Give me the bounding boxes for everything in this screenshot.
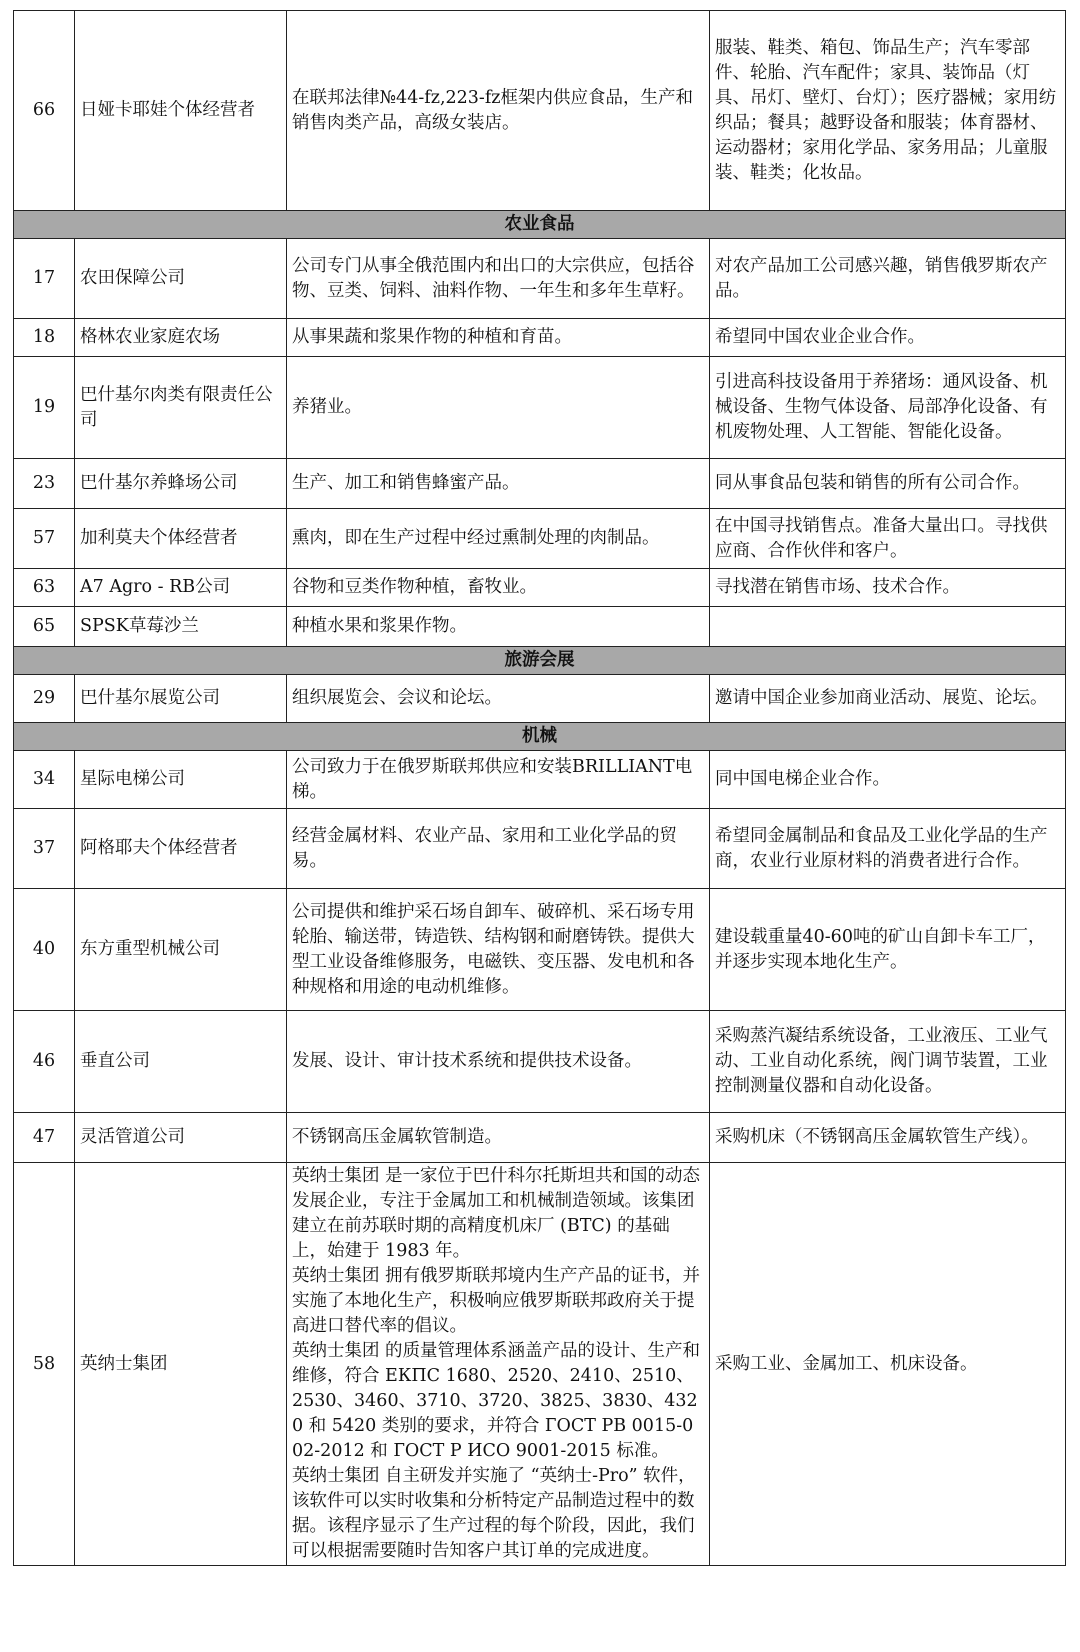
row-number: 57: [14, 509, 75, 569]
cooperation-demand: 对农产品加工公司感兴趣，销售俄罗斯农产品。: [710, 239, 1066, 319]
description-paragraph: 英纳士集团 的质量管理体系涵盖产品的设计、生产和维修，符合 ЕКПС 1680、2520、2410、2510、2530、3460、3710、3720、3825、3830、4320 和 5420 类别的要求，并符合 ГОСТ РВ 0015-002-2012 和 ГОСТ Р ИСО 9001-2015 标准。: [292, 1341, 701, 1461]
row-number: 23: [14, 459, 75, 509]
cooperation-demand: 采购蒸汽凝结系统设备，工业液压、工业气动、工业自动化系统，阀门调节装置，工业控制测量仪器和自动化设备。: [710, 1011, 1066, 1113]
company-description: 公司专门从事全俄范围内和出口的大宗供应，包括谷物、豆类、饲料、油料作物、一年生和多年生草籽。: [287, 239, 710, 319]
company-description: 生产、加工和销售蜂蜜产品。: [287, 459, 710, 509]
company-name: 英纳士集团: [75, 1163, 287, 1566]
company-description: 经营金属材料、农业产品、家用和工业化学品的贸易。: [287, 809, 710, 889]
section-header-row: [14, 723, 1066, 751]
company-name: 巴什基尔肉类有限责任公司: [75, 357, 287, 459]
table-row: [14, 459, 1066, 509]
table-row: [14, 569, 1066, 607]
cooperation-demand: 在中国寻找销售点。准备大量出口。寻找供应商、合作伙伴和客户。: [710, 509, 1066, 569]
company-name: 东方重型机械公司: [75, 889, 287, 1011]
company-name: 农田保障公司: [75, 239, 287, 319]
table-row: [14, 239, 1066, 319]
section-title: 农业食品: [14, 211, 1066, 239]
company-description: 不锈钢高压金属软管制造。: [287, 1113, 710, 1163]
company-description: 熏肉，即在生产过程中经过熏制处理的肉制品。: [287, 509, 710, 569]
table-row: [14, 607, 1066, 647]
company-name: SPSK草莓沙兰: [75, 607, 287, 647]
company-description: 组织展览会、会议和论坛。: [287, 675, 710, 723]
company-name: A7 Agro - RB公司: [75, 569, 287, 607]
table-row: [14, 1163, 1066, 1566]
cooperation-demand: 同从事食品包装和销售的所有公司合作。: [710, 459, 1066, 509]
section-title: 机械: [14, 723, 1066, 751]
company-description: 养猪业。: [287, 357, 710, 459]
cooperation-demand: 希望同金属制品和食品及工业化学品的生产商，农业行业原材料的消费者进行合作。: [710, 809, 1066, 889]
cooperation-demand: 寻找潜在销售市场、技术合作。: [710, 569, 1066, 607]
row-number: 63: [14, 569, 75, 607]
row-number: 34: [14, 751, 75, 809]
table-row: [14, 675, 1066, 723]
company-name: 星际电梯公司: [75, 751, 287, 809]
table-row: [14, 1113, 1066, 1163]
cooperation-demand: 希望同中国农业企业合作。: [710, 319, 1066, 357]
company-name: 阿格耶夫个体经营者: [75, 809, 287, 889]
company-description: 谷物和豆类作物种植，畜牧业。: [287, 569, 710, 607]
table-row: [14, 319, 1066, 357]
cooperation-demand: 采购工业、金属加工、机床设备。: [710, 1163, 1066, 1566]
row-number: 37: [14, 809, 75, 889]
description-paragraph: 英纳士集团 是一家位于巴什科尔托斯坦共和国的动态发展企业，专注于金属加工和机械制造领域。该集团建立在前苏联时期的高精度机床厂 (BTC) 的基础上，始建于 1983 年。: [292, 1166, 701, 1261]
row-number: 47: [14, 1113, 75, 1163]
cooperation-demand: 建设载重量40-60吨的矿山自卸卡车工厂，并逐步实现本地化生产。: [710, 889, 1066, 1011]
cooperation-demand: 同中国电梯企业合作。: [710, 751, 1066, 809]
company-description: 发展、设计、审计技术系统和提供技术设备。: [287, 1011, 710, 1113]
cooperation-demand: 服装、鞋类、箱包、饰品生产；汽车零部件、轮胎、汽车配件；家具、装饰品（灯具、吊灯、壁灯、台灯）；医疗器械；家用纺织品；餐具；越野设备和服装；体育器材、运动器材；家用化学品、家务用品；儿童服装、鞋类；化妆品。: [710, 11, 1066, 211]
table-row: [14, 509, 1066, 569]
section-header-row: [14, 647, 1066, 675]
company-name: 灵活管道公司: [75, 1113, 287, 1163]
row-number: 65: [14, 607, 75, 647]
section-title: 旅游会展: [14, 647, 1066, 675]
row-number: 46: [14, 1011, 75, 1113]
company-table: [13, 10, 1066, 1566]
description-paragraph: 英纳士集团 自主研发并实施了 “英纳士-Pro” 软件，该软件可以实时收集和分析特定产品制造过程中的数据。该程序显示了生产过程的每个阶段，因此，我们可以根据需要随时告知客户其订单的完成进度。: [292, 1466, 696, 1561]
description-paragraph: 英纳士集团 拥有俄罗斯联邦境内生产产品的证书，并实施了本地化生产，积极响应俄罗斯联邦政府关于提高进口替代率的倡议。: [292, 1266, 701, 1336]
table-row: [14, 809, 1066, 889]
company-name: 巴什基尔养蜂场公司: [75, 459, 287, 509]
row-number: 66: [14, 11, 75, 211]
row-number: 58: [14, 1163, 75, 1566]
cooperation-demand: 采购机床（不锈钢高压金属软管生产线）。: [710, 1113, 1066, 1163]
company-name: 垂直公司: [75, 1011, 287, 1113]
row-number: 19: [14, 357, 75, 459]
row-number: 40: [14, 889, 75, 1011]
table-row: [14, 751, 1066, 809]
cooperation-demand: 引进高科技设备用于养猪场：通风设备、机械设备、生物气体设备、局部净化设备、有机废物处理、人工智能、智能化设备。: [710, 357, 1066, 459]
company-name: 巴什基尔展览公司: [75, 675, 287, 723]
company-name: 日娅卡耶娃个体经营者: [75, 11, 287, 211]
company-description: 在联邦法律№44-fz,223-fz框架内供应食品，生产和销售肉类产品，高级女装店。: [287, 11, 710, 211]
company-description: 公司提供和维护采石场自卸车、破碎机、采石场专用轮胎、输送带，铸造铁、结构钢和耐磨铸铁。提供大型工业设备维修服务，电磁铁、变压器、发电机和各种规格和用途的电动机维修。: [287, 889, 710, 1011]
row-number: 17: [14, 239, 75, 319]
table-row: [14, 357, 1066, 459]
company-description: 公司致力于在俄罗斯联邦供应和安装BRILLIANT电梯。: [287, 751, 710, 809]
table-row: [14, 1011, 1066, 1113]
row-number: 29: [14, 675, 75, 723]
company-description: 从事果蔬和浆果作物的种植和育苗。: [287, 319, 710, 357]
row-number: 18: [14, 319, 75, 357]
company-name: 格林农业家庭农场: [75, 319, 287, 357]
company-description: [287, 1163, 710, 1566]
cooperation-demand: [710, 607, 1066, 647]
section-header-row: [14, 211, 1066, 239]
cooperation-demand: 邀请中国企业参加商业活动、展览、论坛。: [710, 675, 1066, 723]
company-description: 种植水果和浆果作物。: [287, 607, 710, 647]
table-row: [14, 11, 1066, 211]
company-name: 加利莫夫个体经营者: [75, 509, 287, 569]
table-row: [14, 889, 1066, 1011]
